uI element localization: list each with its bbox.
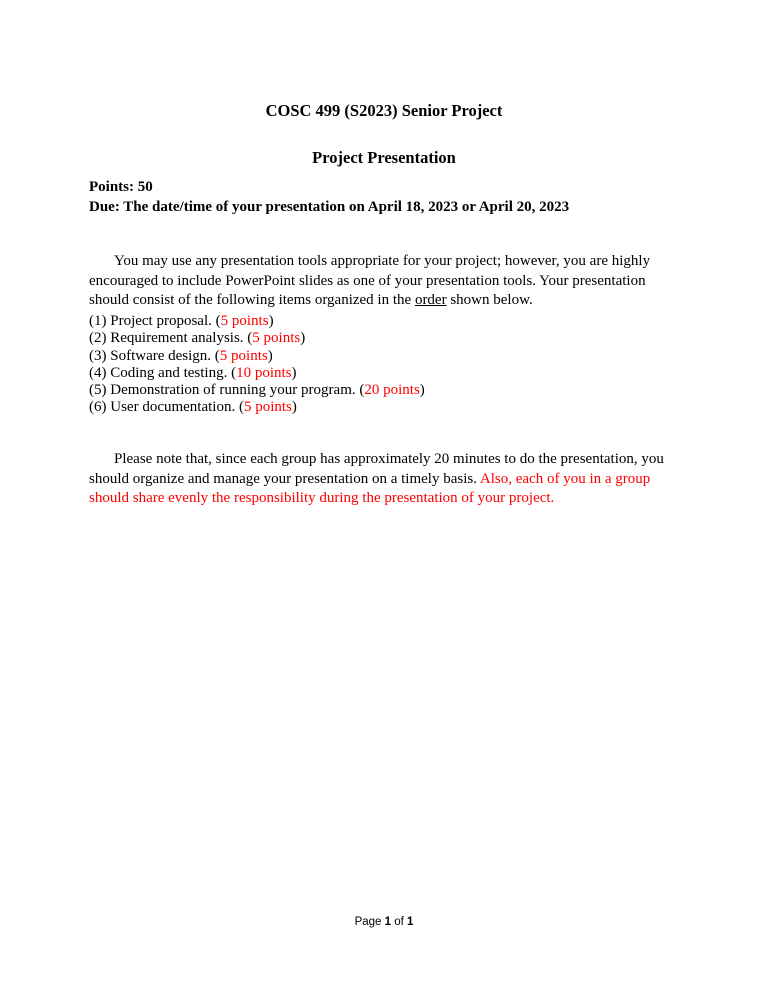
note-paragraph [89,450,681,509]
text-segment-normal: (6) User documentation. ( [89,399,244,416]
text-segment-normal: (4) Coding and testing. ( [89,364,237,381]
text-segment-normal: ) [300,330,306,347]
assignment-meta [89,177,689,217]
text-segment-normal: (2) Requirement analysis. ( [89,330,253,347]
text-segment-normal: (5) Demonstration of running your program. ( [89,382,365,399]
list-item [89,399,689,416]
text-segment-red: 20 points [364,382,420,399]
grading-list [89,313,689,417]
text-segment-red: 5 points [243,399,292,416]
list-item [89,365,689,382]
document-subtitle: Project Presentation [312,147,456,167]
text-segment-normal: ) [268,313,274,329]
list-item [89,330,689,347]
intro-paragraph [89,252,681,311]
list-item [89,382,689,399]
text-segment-red: 10 points [236,364,292,381]
text-segment-normal: shown below. [446,292,533,309]
text-segment-normal: (1) Project proposal. ( [89,313,221,329]
list-item [89,313,689,330]
text-segment-bold: 1 [407,916,414,928]
text-segment-normal: Please note that, since each group has approximately 20 minutes to do the presentation, you should organize and manage your presentation on a timely basis. [89,451,664,487]
text-segment-normal: ) [291,399,297,416]
text-segment-normal: (3) Software design. ( [89,347,220,364]
text-segment-underline: order [414,292,447,309]
text-segment-normal: ) [419,382,425,399]
document-title: COSC 499 (S2023) Senior Project [265,101,503,121]
text-segment-normal: ) [291,364,297,381]
text-segment-normal: Page [354,916,385,928]
text-segment-red: 5 points [252,330,301,347]
text-segment-red: 5 points [219,347,268,364]
points-line: Points: 50 [89,179,153,195]
text-segment-red: Also, each of you in a group should share evenly the responsibility during the presentation of your project. [89,470,651,507]
due-line: Due: The date/time of your presentation on April 18, 2023 or April 20, 2023 [89,199,570,215]
text-segment-normal: of [391,916,408,928]
text-segment-normal: You may use any presentation tools appropriate for your project; however, you are highly encouraged to include PowerPoint slides as one of your presentation tools. Your presentation should consist of the following items organized in the [89,253,651,309]
page-number-footer [0,915,768,929]
list-item [89,348,689,365]
text-segment-bold: 1 [384,916,392,928]
text-segment-normal: ) [267,347,273,364]
text-segment-red: 5 points [220,313,269,329]
